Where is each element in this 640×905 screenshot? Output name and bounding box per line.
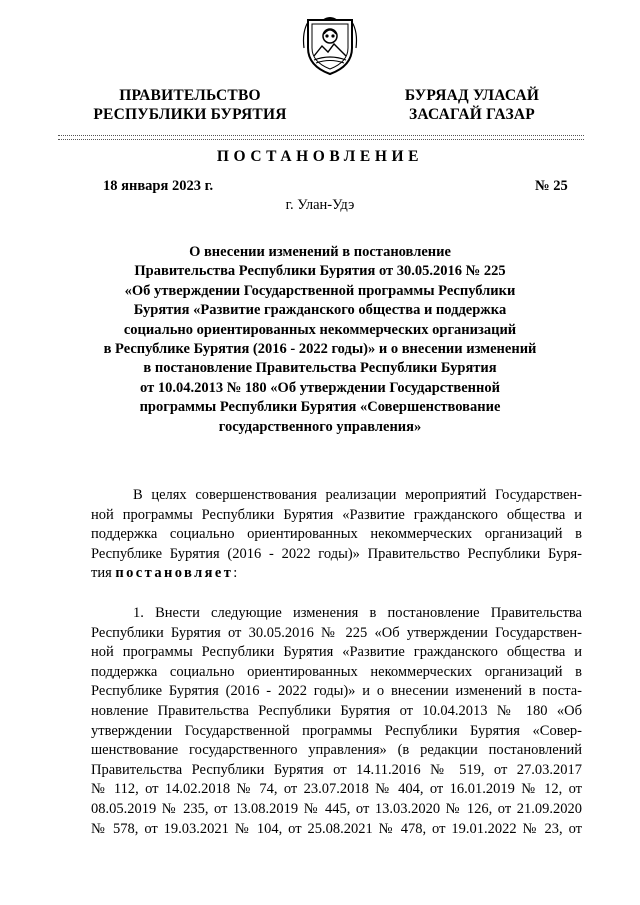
header-left xyxy=(90,86,290,124)
document-date: 18 января 2023 г. xyxy=(103,178,214,194)
header-divider-secondary xyxy=(58,139,584,140)
body-text: тия xyxy=(91,565,112,582)
body-line: Правительства Республики Бурятия от 14.11.2016 № 519, от 27.03.2017 xyxy=(91,761,582,778)
header-divider xyxy=(58,135,584,136)
header-left-line2: РЕСПУБЛИКИ БУРЯТИЯ xyxy=(93,106,287,123)
body-line: поддержка социально ориентированных некоммерческих организаций в xyxy=(91,663,582,680)
body-line: В целях совершенствования реализации мероприятий Государствен- xyxy=(133,487,582,503)
body-line: Республики Бурятия от 30.05.2016 № 225 «Об утверждении Государствен- xyxy=(91,624,582,641)
body-line: 1. Внести следующие изменения в постановление Правительства xyxy=(133,605,582,621)
paragraph-preamble xyxy=(91,486,582,584)
document-type: ПОСТАНОВЛЕНИЕ xyxy=(216,148,424,165)
title-line: государственного управления» xyxy=(218,418,422,435)
document-city: г. Улан-Удэ xyxy=(285,197,355,213)
body-line: 08.05.2019 № 235, от 13.08.2019 № 445, от 13.03.2020 № 126, от 21.09.2020 xyxy=(91,800,582,817)
title-line: Бурятия «Развитие гражданского общества и поддержка xyxy=(133,302,507,319)
body-line: ной программы Республики Бурятия «Развитие гражданского общества и xyxy=(91,644,582,661)
body-line: утверждении Государственной программы Республики Бурятия «Совер- xyxy=(91,722,582,739)
title-line: в постановление Правительства Республики Бурятия xyxy=(143,360,497,377)
title-line: Правительства Республики Бурятия от 30.05.2016 № 225 xyxy=(134,263,506,280)
document-title xyxy=(60,243,580,437)
paragraph-item-1 xyxy=(91,604,582,839)
coat-of-arms-emblem xyxy=(298,12,362,76)
title-line: «Об утверждении Государственной программы Республики xyxy=(124,282,516,299)
body-line: № 578, от 19.03.2021 № 104, от 25.08.2021 № 478, от 19.01.2022 № 23, от xyxy=(91,820,582,837)
body-line: № 112, от 14.02.2018 № 74, от 23.07.2018 № 404, от 16.01.2019 № 12, от xyxy=(91,781,582,798)
body-line-last xyxy=(91,564,582,584)
title-line: от 10.04.2013 № 180 «Об утверждении Государственной xyxy=(140,379,500,396)
title-line: программы Республики Бурятия «Совершенствование xyxy=(139,399,501,416)
header-left-line1: ПРАВИТЕЛЬСТВО xyxy=(119,87,261,104)
body-text: : xyxy=(233,565,238,582)
body-line: новление Правительства Республики Бурятия от 10.04.2013 № 180 «Об xyxy=(91,702,582,719)
header-right xyxy=(392,86,552,124)
title-line: социально ориентированных некоммерческих организаций xyxy=(123,321,517,338)
title-line: О внесении изменений в постановление xyxy=(189,244,451,260)
body-line: шенствование государственного управления» (в редакции постановлений xyxy=(91,742,582,759)
resolution-word: постановляет xyxy=(115,565,234,582)
body-line: Республике Бурятия (2016 - 2022 годы)» Правительство Республики Буря- xyxy=(91,545,582,562)
header-right-line2: ЗАСАГАЙ ГАЗАР xyxy=(409,106,535,123)
body-line: ной программы Республики Бурятия «Развитие гражданского общества и xyxy=(91,506,582,523)
title-line: в Республике Бурятия (2016 - 2022 годы)» и о внесении изменений xyxy=(103,341,537,358)
document-number: № 25 xyxy=(535,178,568,194)
body-line: поддержка социально ориентированных некоммерческих организаций в xyxy=(91,526,582,543)
header-right-line1: БУРЯАД УЛАСАЙ xyxy=(404,87,540,104)
body-line: Республике Бурятия (2016 - 2022 годы)» и о внесении изменений в поста- xyxy=(91,683,582,700)
